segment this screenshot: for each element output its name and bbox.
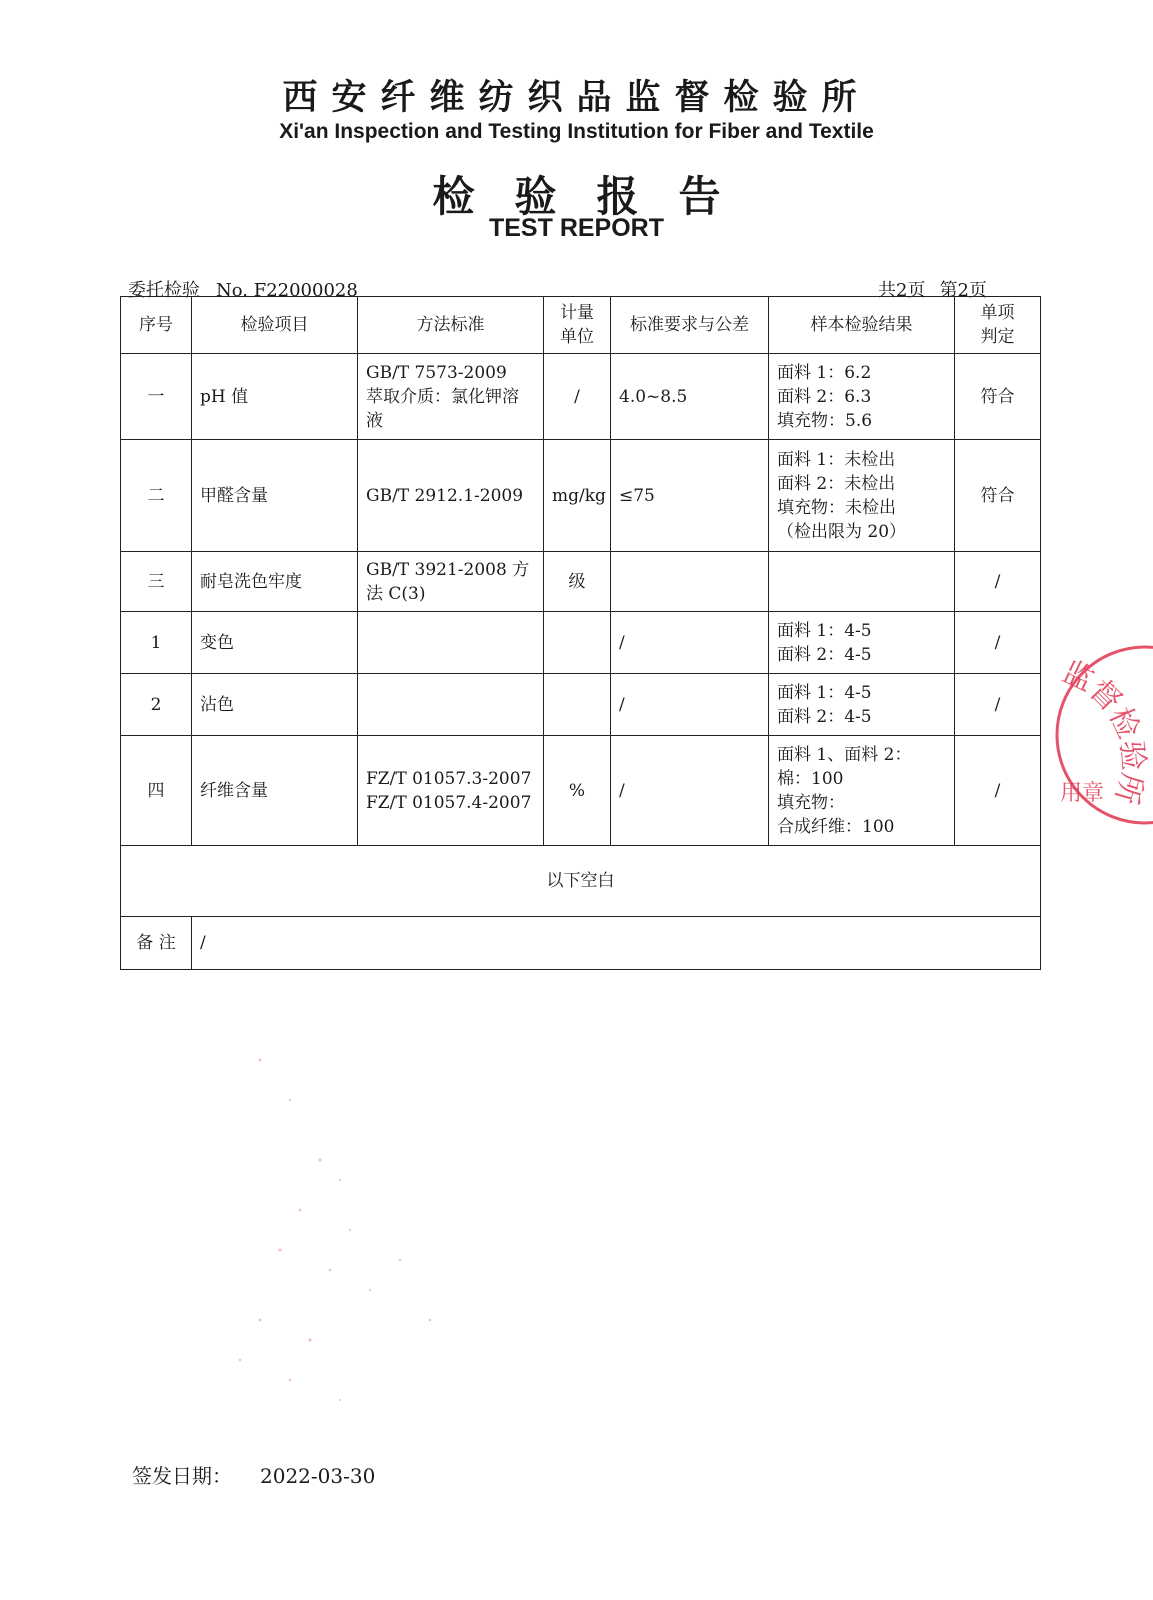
header-verdict-line2: 判定 bbox=[980, 327, 1015, 347]
row-unit: % bbox=[544, 736, 611, 846]
issue-date-value: 2022-03-30 bbox=[260, 1464, 376, 1488]
header-verdict bbox=[955, 297, 1041, 354]
row-seq: 四 bbox=[121, 736, 192, 846]
header-result: 样本检验结果 bbox=[769, 297, 955, 354]
result-line: 面料 2：4-5 bbox=[777, 706, 872, 727]
result-line: 面料 2：未检出 bbox=[777, 473, 896, 494]
method-line: 法 C(3) bbox=[366, 583, 426, 604]
row-results bbox=[769, 612, 955, 674]
row-method bbox=[358, 440, 544, 552]
row-seq: 二 bbox=[121, 440, 192, 552]
result-line: 面料 2：4-5 bbox=[777, 644, 872, 665]
method-line: GB/T 2912.1-2009 bbox=[366, 485, 524, 506]
header-verdict-line1: 单项 bbox=[980, 303, 1015, 323]
row-unit bbox=[544, 674, 611, 736]
row-unit: mg/kg bbox=[544, 440, 611, 552]
method-line: 液 bbox=[366, 410, 383, 431]
table-row bbox=[121, 552, 1041, 612]
row-results bbox=[769, 674, 955, 736]
report-title-en: TEST REPORT bbox=[488, 214, 664, 242]
method-line: FZ/T 01057.4-2007 bbox=[366, 792, 532, 813]
result-line: 填充物：未检出 bbox=[777, 497, 896, 518]
row-requirement bbox=[611, 552, 769, 612]
official-seal-stamp bbox=[1040, 640, 1153, 830]
table-row bbox=[121, 354, 1041, 440]
seal-subtext: 用章 bbox=[1060, 781, 1105, 806]
row-requirement: ≤75 bbox=[611, 440, 769, 552]
row-method bbox=[358, 552, 544, 612]
row-method bbox=[358, 736, 544, 846]
header-unit-line2: 单位 bbox=[560, 327, 594, 347]
result-line: 面料 1：4-5 bbox=[777, 620, 872, 641]
result-line: 填充物： bbox=[777, 792, 845, 813]
results-table bbox=[120, 296, 1041, 970]
row-verdict: / bbox=[955, 674, 1041, 736]
report-number: No. F22000028 bbox=[216, 280, 358, 301]
header-item: 检验项目 bbox=[192, 297, 358, 354]
issue-date-label: 签发日期： bbox=[132, 1464, 232, 1488]
row-seq: 三 bbox=[121, 552, 192, 612]
row-results bbox=[769, 736, 955, 846]
header-seq: 序号 bbox=[121, 297, 192, 354]
row-results bbox=[769, 354, 955, 440]
result-line: 面料 2：6.3 bbox=[777, 386, 872, 407]
row-unit: 级 bbox=[544, 552, 611, 612]
remarks-value: / bbox=[192, 917, 1041, 970]
result-line: 面料 1：6.2 bbox=[777, 362, 872, 383]
table-row bbox=[121, 736, 1041, 846]
blank-below-row bbox=[121, 846, 1041, 917]
row-unit: / bbox=[544, 354, 611, 440]
header-requirement: 标准要求与公差 bbox=[611, 297, 769, 354]
header-unit-line1: 计量 bbox=[560, 303, 594, 323]
seal-text: 监督检验所 bbox=[1057, 654, 1151, 808]
total-pages: 共2页 bbox=[878, 280, 926, 301]
row-verdict: / bbox=[955, 612, 1041, 674]
row-seq: 一 bbox=[121, 354, 192, 440]
row-unit bbox=[544, 612, 611, 674]
table-row bbox=[121, 612, 1041, 674]
method-line: GB/T 3921-2008 方 bbox=[366, 559, 530, 580]
row-verdict: / bbox=[955, 552, 1041, 612]
row-verdict: 符合 bbox=[955, 440, 1041, 552]
remarks-row bbox=[121, 917, 1041, 970]
row-seq: 2 bbox=[121, 674, 192, 736]
row-item: 甲醛含量 bbox=[192, 440, 358, 552]
row-requirement: 4.0~8.5 bbox=[611, 354, 769, 440]
row-results bbox=[769, 552, 955, 612]
table-row bbox=[121, 674, 1041, 736]
row-method bbox=[358, 674, 544, 736]
issue-date bbox=[132, 1460, 375, 1489]
table-row bbox=[121, 440, 1041, 552]
row-requirement: / bbox=[611, 674, 769, 736]
report-title-cn: 检验报告 bbox=[432, 172, 761, 221]
table-header-row bbox=[121, 297, 1041, 354]
row-item: 变色 bbox=[192, 612, 358, 674]
header-unit bbox=[544, 297, 611, 354]
row-item: 沾色 bbox=[192, 674, 358, 736]
row-method bbox=[358, 354, 544, 440]
remarks-label: 备 注 bbox=[121, 917, 192, 970]
row-item: 纤维含量 bbox=[192, 736, 358, 846]
row-results bbox=[769, 440, 955, 552]
row-item: 耐皂洗色牢度 bbox=[192, 552, 358, 612]
inspection-type: 委托检验 bbox=[128, 280, 200, 301]
result-line: 面料 1：4-5 bbox=[777, 682, 872, 703]
result-line: 棉：100 bbox=[777, 768, 844, 789]
row-method bbox=[358, 612, 544, 674]
header-method: 方法标准 bbox=[358, 297, 544, 354]
row-requirement: / bbox=[611, 736, 769, 846]
institution-name-cn: 西安纤维纺织品监督检验所 bbox=[282, 77, 871, 118]
institution-name-en: Xi'an Inspection and Testing Institution for Fiber and Textile bbox=[279, 120, 874, 143]
result-line: 面料 1：未检出 bbox=[777, 449, 896, 470]
result-line: 填充物：5.6 bbox=[777, 410, 873, 431]
method-line: FZ/T 01057.3-2007 bbox=[366, 768, 532, 789]
row-item: pH 值 bbox=[192, 354, 358, 440]
scan-speckle bbox=[200, 1020, 480, 1420]
row-verdict: 符合 bbox=[955, 354, 1041, 440]
blank-below-text: 以下空白 bbox=[121, 846, 1041, 917]
row-verdict: / bbox=[955, 736, 1041, 846]
method-line: GB/T 7573-2009 bbox=[366, 362, 507, 383]
current-page: 第2页 bbox=[939, 280, 987, 301]
result-line: 合成纤维：100 bbox=[777, 816, 895, 837]
method-line: 萃取介质：氯化钾溶 bbox=[366, 386, 519, 407]
result-line: 面料 1、面料 2： bbox=[777, 744, 912, 765]
row-seq: 1 bbox=[121, 612, 192, 674]
result-line: （检出限为 20） bbox=[777, 521, 907, 542]
row-requirement: / bbox=[611, 612, 769, 674]
